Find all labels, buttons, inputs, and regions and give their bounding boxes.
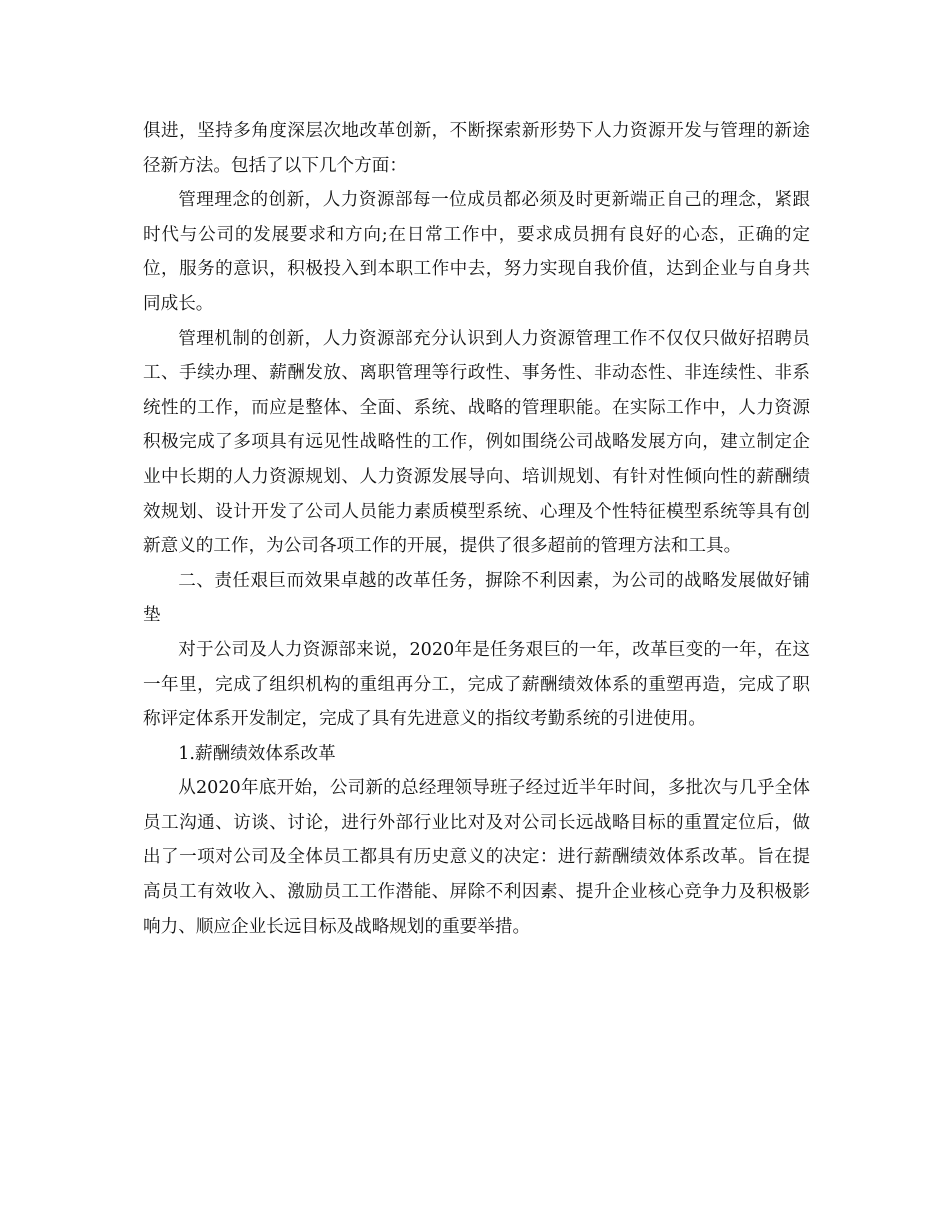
paragraph-management-concept: 管理理念的创新，人力资源部每一位成员都必须及时更新端正自己的理念，紧跟时代与公司的发展要求和方向;在日常工作中，要求成员拥有良好的心态，正确的定位，服务的意识，积极投入到本职工作中去，努力实现自我价值，达到企业与自身共同成长。 [143,190,810,314]
document-body [143,114,810,944]
section-heading-reform-tasks: 二、责任艰巨而效果卓越的改革任务，摒除不利因素，为公司的战略发展做好铺垫 [143,570,810,626]
paragraph-management-mechanism: 管理机制的创新，人力资源部充分认识到人力资源管理工作不仅仅只做好招聘员工、手续办理、薪酬发放、离职管理等行政性、事务性、非动态性、非连续性、非系统性的工作，而应是整体、全面、系统、战略的管理职能。在实际工作中，人力资源积极完成了多项具有远见性战略性的工作，例如围绕公司战略发展方向，建立制定企业中长期的人力资源规划、人力资源发展导向、培训规划、有针对性倾向性的薪酬绩效规划、设计开发了公司人员能力素质模型系统、心理及个性特征模型系统等具有创新意义的工作，为公司各项工作的开展，提供了很多超前的管理方法和工具。 [143,328,810,557]
paragraph-salary-reform: 从2020年底开始，公司新的总经理领导班子经过近半年时间，多批次与几乎全体员工沟通、访谈、讨论，进行外部行业比对及对公司长远战略目标的重置定位后，做出了一项对公司及全体员工都具有历史意义的决定：进行薪酬绩效体系改革。旨在提高员工有效收入、激励员工工作潜能、屏除不利因素、提升企业核心竞争力及积极影响力、顺应企业长远目标及战略规划的重要举措。 [143,778,810,937]
paragraph-continuation: 俱进，坚持多角度深层次地改革创新，不断探索新形势下人力资源开发与管理的新途径新方法。包括了以下几个方面： [143,121,810,176]
subheading-salary-reform: 1.薪酬绩效体系改革 [178,743,336,764]
paragraph-year-summary: 对于公司及人力资源部来说，2020年是任务艰巨的一年，改革巨变的一年，在这一年里，完成了组织机构的重组再分工，完成了薪酬绩效体系的重塑再造，完成了职称评定体系开发制定，完成了具有先进意义的指纹考勤系统的引进使用。 [143,639,810,730]
